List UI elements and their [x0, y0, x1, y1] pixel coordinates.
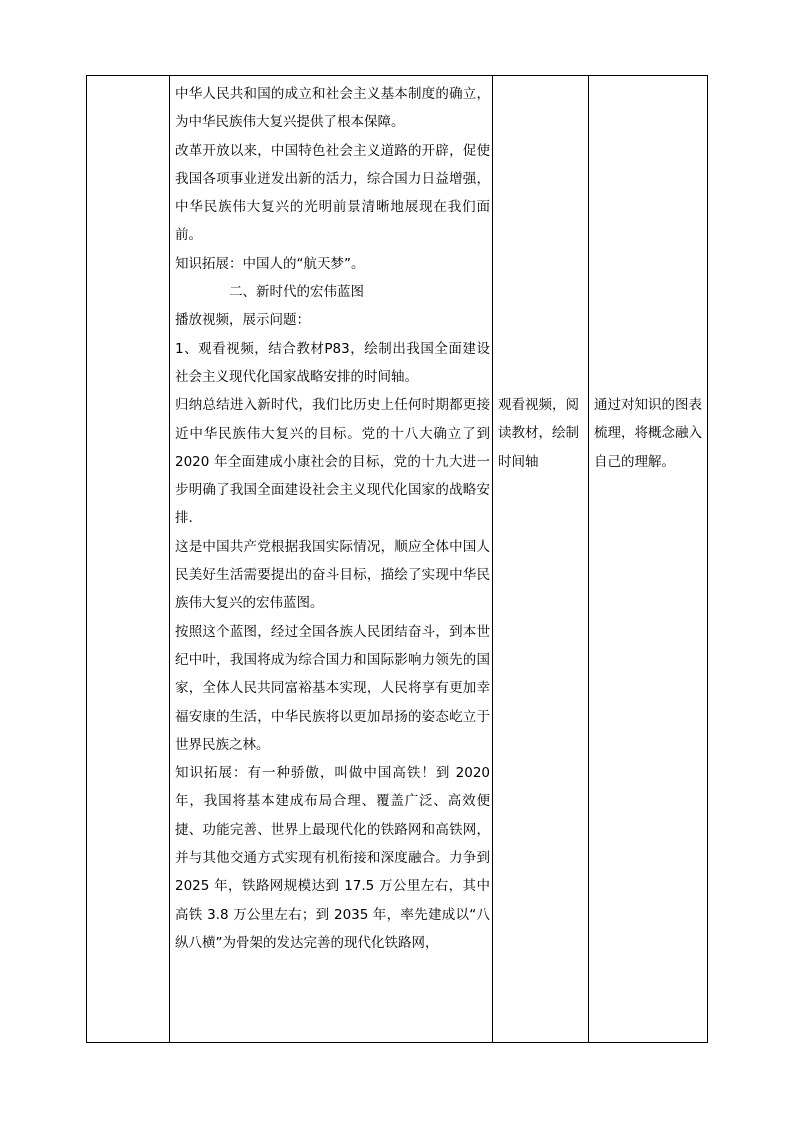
- paragraph: 知识拓展：有一种骄傲，叫做中国高铁！到 2020年，我国将基本建成布局合理、覆盖广泛、高效便捷、功能完善、世界上最现代化的铁路网和高铁网，并与其他交通方式实现有机衔接和深度融合。力争到 2025 年，铁路网规模达到 17.5 万公里左右，其中高铁 3.8 万公里左右；到 2035 年，率先建成以“八纵八横”为骨架的发达完善的现代化铁路网，: [175, 765, 490, 951]
- section-heading: 二、新时代的宏伟蓝图: [229, 284, 364, 301]
- student-activity-cell: [493, 76, 589, 1042]
- student-activity-text: 观看视频，阅读教材，绘制时间轴: [498, 397, 579, 470]
- lesson-table: [86, 75, 708, 1043]
- paragraph: 归纳总结进入新时代，我们比历史上任何时期都更接近中华民族伟大复兴的目标。党的十八大确立了到 2020 年全面建成小康社会的目标，党的十九大进一步明确了我国全面建设社会主义现代化国家的战略安排.: [175, 397, 490, 527]
- paragraph: 改革开放以来，中国特色社会主义道路的开辟，促使我国各项事业迸发出新的活力，综合国力日益增强，中华民族伟大复兴的光明前景清晰地展现在我们面前。: [175, 142, 490, 244]
- paragraph: 这是中国共产党根据我国实际情况，顺应全体中国人民美好生活需要提出的奋斗目标，描绘了实现中华民族伟大复兴的宏伟蓝图。: [175, 538, 490, 612]
- paragraph: 播放视频，展示问题：: [175, 312, 310, 329]
- paragraph: 1、观看视频，结合教材P83，绘制出我国全面建设社会主义现代化国家战略安排的时间轴。: [175, 340, 490, 385]
- design-intent-text: 通过对知识的图表梳理，将概念融入自己的理解。: [594, 397, 702, 470]
- paragraph: 知识拓展：中国人的“航天梦”。: [175, 255, 365, 272]
- paragraph: 中华人民共和国的成立和社会主义基本制度的确立，为中华民族伟大复兴提供了根本保障。: [175, 86, 490, 131]
- teacher-activity-cell: [170, 76, 493, 1042]
- paragraph: 按照这个蓝图，经过全国各族人民团结奋斗，到本世纪中叶，我国将成为综合国力和国际影响力领先的国家，全体人民共同富裕基本实现，人民将享有更加幸福安康的生活，中华民族将以更加昂扬的姿态屹立于世界民族之林。: [175, 623, 490, 753]
- design-intent-cell: [589, 76, 707, 1042]
- section-cell: [87, 76, 169, 1042]
